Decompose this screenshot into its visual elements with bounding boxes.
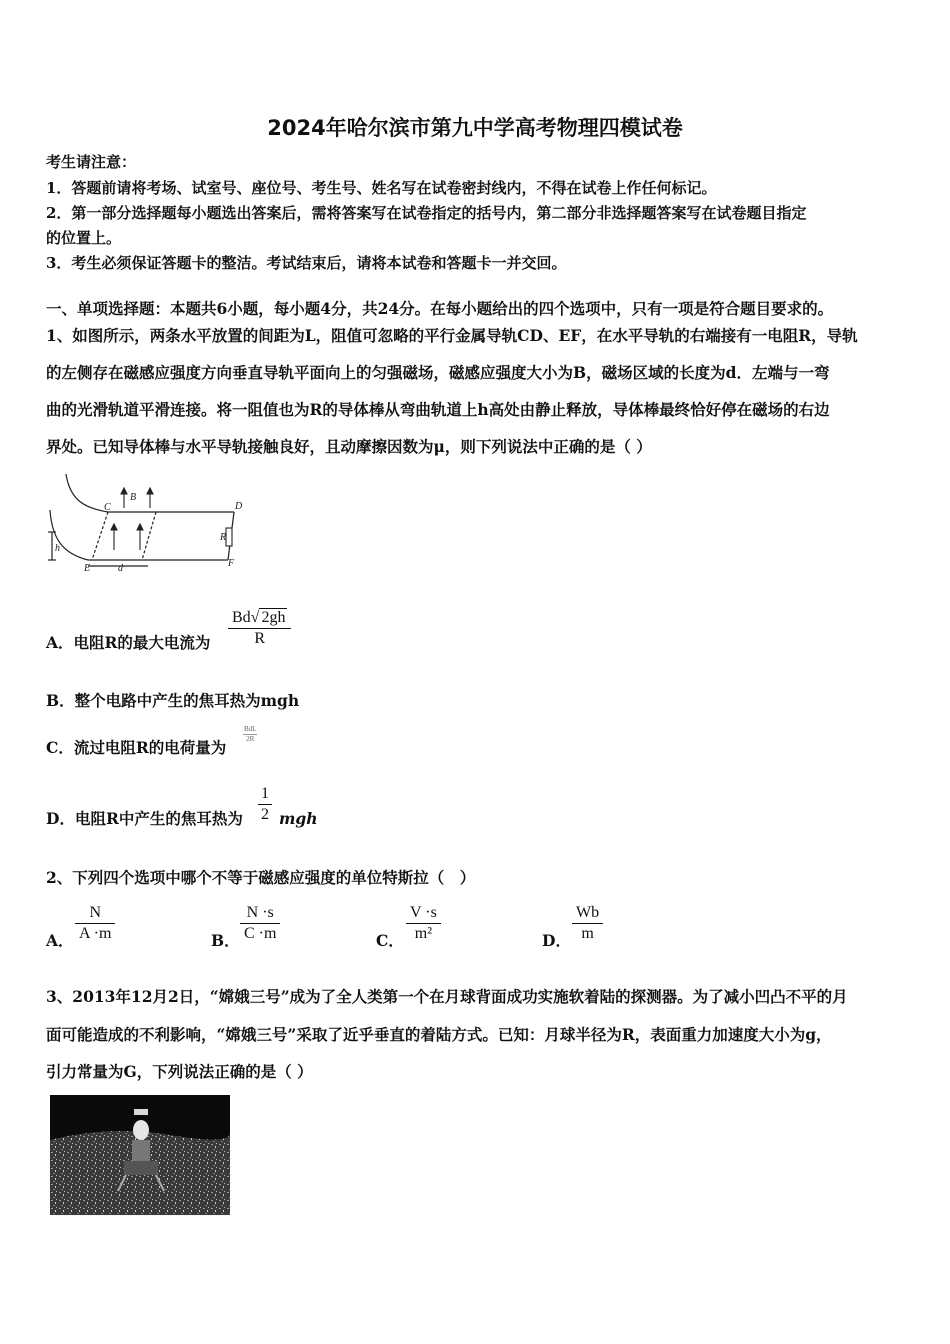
q2-option-c-numerator: V ·s	[410, 904, 437, 921]
q2-stem: 2、下列四个选项中哪个不等于磁感应强度的单位特斯拉（ ）	[46, 868, 476, 887]
fig-label-h: h	[55, 543, 60, 554]
q3-line-2: 面可能造成的不利影响，“嫦娥三号”采取了近乎垂直的着陆方式。已知：月球半径为R，表面重力加速度大小为g，	[46, 1025, 832, 1044]
q1-option-a-numerator: Bd√ 2gh	[232, 609, 286, 626]
q1-option-c-fraction	[243, 725, 257, 744]
q2-option-b-label: B．	[211, 931, 240, 950]
q2-option-c-fraction	[406, 903, 441, 944]
q1-option-d-denominator: 2	[261, 806, 269, 823]
q1-option-b: B．整个电路中产生的焦耳热为mgh	[46, 691, 300, 710]
q1-line-3: 曲的光滑轨道平滑连接。将一阻值也为R的导体棒从弯曲轨道上h高处由静止释放，导体棒最终恰好停在磁场的右边	[46, 400, 830, 419]
q1-option-c-numerator: BdL	[244, 725, 257, 733]
fig-label-c: C	[104, 502, 111, 513]
q1-option-a: A．电阻R的最大电流为	[46, 633, 211, 652]
q1-option-d-fraction	[258, 784, 272, 825]
fig-label-r: R	[220, 532, 227, 543]
fig-label-e: E	[84, 563, 91, 574]
q2-option-d-fraction	[572, 903, 603, 944]
q1-option-d-tail: mgh	[279, 809, 318, 828]
q1-option-a-denominator: R	[254, 630, 266, 647]
resistor-icon	[226, 528, 232, 546]
q2-option-d-denominator: m	[581, 925, 594, 942]
q1-option-a-fraction	[228, 608, 291, 649]
section1-heading: 一、单项选择题：本题共6小题，每小题4分，共24分。在每小题给出的四个选项中，只有一项是符合题目要求的。	[46, 299, 834, 318]
q1-option-c: C．流过电阻R的电荷量为	[46, 738, 227, 757]
q2-option-a-fraction	[75, 903, 115, 944]
notice-item-2: 2．第一部分选择题每小题选出答案后，需将答案写在试卷指定的括号内，第二部分非选择题答案写在试卷题目指定	[46, 204, 807, 222]
notice-item-2-cont: 的位置上。	[46, 229, 122, 247]
notice-heading: 考生请注意：	[46, 153, 137, 171]
q1-line-2: 的左侧存在磁感应强度方向垂直导轨平面向上的匀强磁场，磁感应强度大小为B，磁场区域的长度为d．左端与一弯	[46, 363, 830, 382]
fig-label-dlen: d	[118, 563, 123, 574]
q1-line-1: 1、如图所示，两条水平放置的间距为L，阻值可忽略的平行金属导轨CD、EF，在水平导轨的右端接有一电阻R，导轨	[46, 326, 858, 345]
q2-option-b-numerator: N ·s	[246, 904, 274, 921]
q2-option-d-label: D．	[542, 931, 571, 950]
q2-option-c-denominator: m²	[414, 925, 433, 942]
q2-option-c-label: C．	[376, 931, 404, 950]
q3-line-3: 引力常量为G，下列说法正确的是（ ）	[46, 1062, 313, 1081]
q3-lunar-lander-photo	[50, 1095, 230, 1215]
q2-option-a-denominator: A ·m	[79, 925, 112, 942]
q3-line-1: 3、2013年12月2日，“嫦娥三号”成为了全人类第一个在月球背面成功实施软着陆的探测器。为了减小凹凸不平的月	[46, 987, 848, 1006]
q2-option-b-fraction	[240, 903, 280, 944]
q2-option-d-numerator: Wb	[576, 904, 600, 921]
q1-option-c-denominator: 2R	[246, 735, 255, 743]
notice-item-3: 3．考生必须保证答题卡的整洁。考试结束后，请将本试卷和答题卡一并交回。	[46, 254, 567, 272]
q2-option-a-label: A．	[46, 931, 74, 950]
fig-label-b: B	[130, 492, 137, 503]
q1-option-d-numerator: 1	[261, 785, 269, 802]
fig-label-d: D	[235, 501, 243, 512]
q2-option-a-numerator: N	[89, 904, 101, 921]
page-title: 2024年哈尔滨市第九中学高考物理四模试卷	[267, 116, 683, 140]
q1-option-d: D．电阻R中产生的焦耳热为	[46, 809, 243, 828]
q1-line-4: 界处。已知导体棒与水平导轨接触良好，且动摩擦因数为μ，则下列说法中正确的是（ ）	[46, 437, 652, 456]
q1-rail-figure	[44, 470, 254, 580]
fig-label-f: F	[228, 558, 235, 569]
notice-item-1: 1．答题前请将考场、试室号、座位号、考生号、姓名写在试卷密封线内，不得在试卷上作任何标记。	[46, 179, 717, 197]
q2-option-b-denominator: C ·m	[244, 925, 277, 942]
